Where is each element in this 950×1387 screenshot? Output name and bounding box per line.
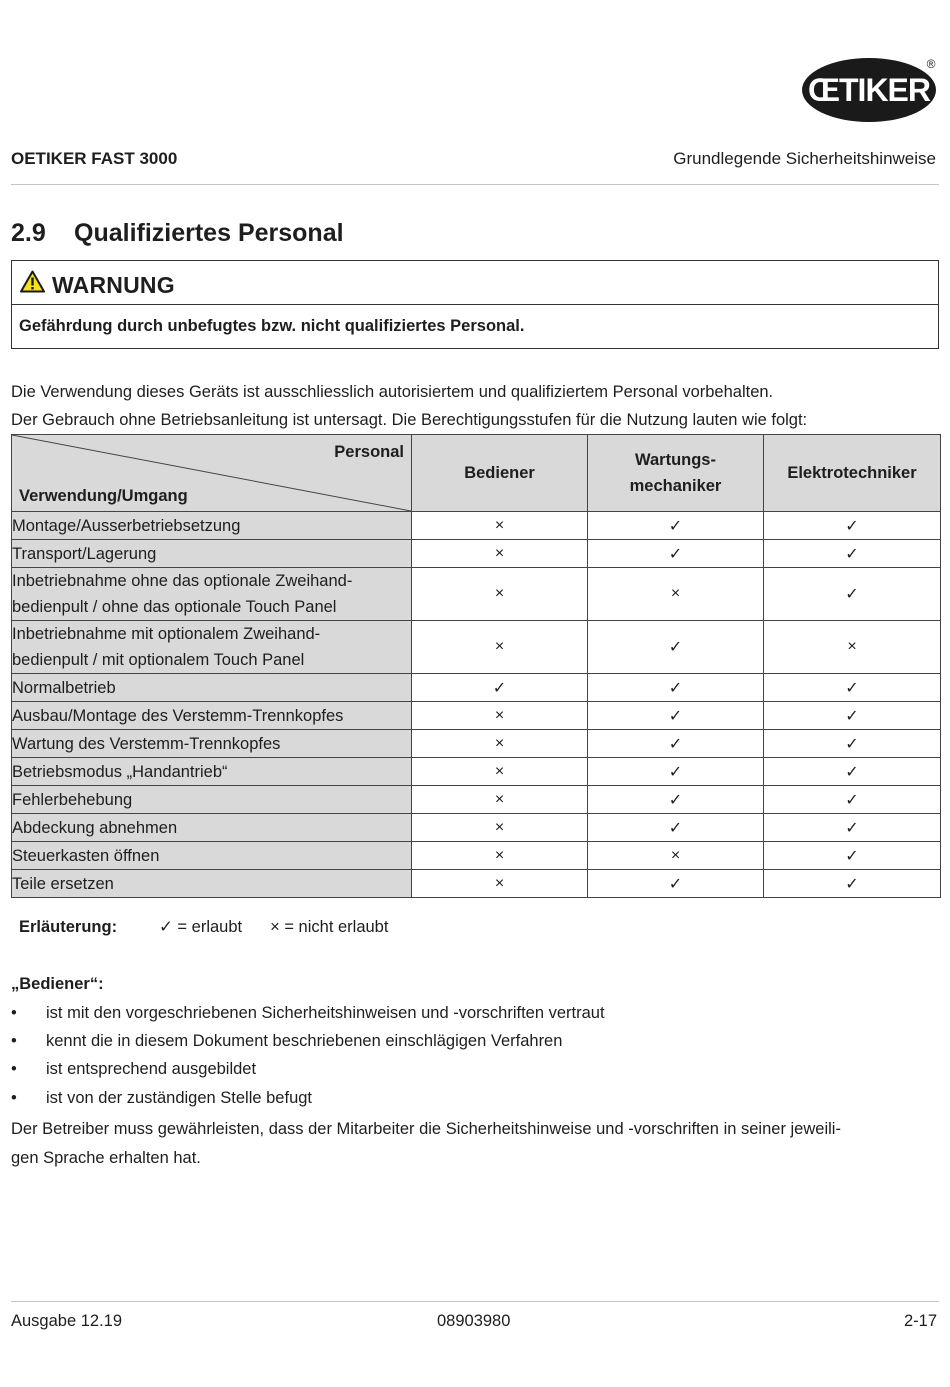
table-row <box>12 621 941 674</box>
header-product: OETIKER FAST 3000 <box>11 149 178 168</box>
allowed-check-mark: ✓ <box>764 730 941 758</box>
bullet-icon: • <box>11 1032 17 1050</box>
not-allowed-cross-mark: × <box>412 814 588 842</box>
row-label-line: Abdeckung abnehmen <box>12 818 178 837</box>
allowed-check-mark: ✓ <box>588 621 764 674</box>
list-item-text: ist entsprechend ausgebildet <box>46 1060 257 1078</box>
allowed-check-mark: ✓ <box>588 870 764 898</box>
permission-table <box>11 434 941 898</box>
col-header-elektrotechniker: Elektrotechniker <box>764 435 941 512</box>
allowed-check-mark: ✓ <box>764 702 941 730</box>
table-row <box>12 512 941 540</box>
row-label <box>12 842 412 870</box>
corner-label-usage: Verwendung/Umgang <box>19 487 188 505</box>
table-row <box>12 814 941 842</box>
row-label <box>12 814 412 842</box>
allowed-check-mark: ✓ <box>588 702 764 730</box>
not-allowed-cross-mark: × <box>412 702 588 730</box>
list-item <box>11 1004 605 1023</box>
not-allowed-cross-mark: × <box>412 621 588 674</box>
intro-line-2: Der Gebrauch ohne Betriebsanleitung ist untersagt. Die Berechtigungsstufen für die Nutzung lauten wie folgt: <box>11 411 808 429</box>
allowed-check-mark: ✓ <box>764 814 941 842</box>
row-label <box>12 540 412 568</box>
warning-title: WARNUNG <box>52 272 175 298</box>
row-label <box>12 512 412 540</box>
allowed-check-mark: ✓ <box>588 814 764 842</box>
legend-allowed-text: = erlaubt <box>177 918 243 936</box>
row-label-line: Normalbetrieb <box>12 678 116 697</box>
intro-line-1: Die Verwendung dieses Geräts ist ausschliesslich autorisiertem und qualifiziertem Personal vorbehalten. <box>11 383 774 401</box>
legend-denied-text: = nicht erlaubt <box>284 918 389 936</box>
table-row <box>12 842 941 870</box>
footer-rule <box>11 1301 939 1302</box>
not-allowed-cross-mark: × <box>412 786 588 814</box>
allowed-check-mark: ✓ <box>764 758 941 786</box>
allowed-check-mark: ✓ <box>588 730 764 758</box>
table-row <box>12 870 941 898</box>
allowed-check-mark: ✓ <box>588 786 764 814</box>
allowed-check-mark: ✓ <box>764 568 941 621</box>
permission-table-body <box>12 512 941 898</box>
list-item <box>11 1032 562 1051</box>
allowed-check-mark: ✓ <box>412 674 588 702</box>
not-allowed-cross-mark: × <box>588 568 764 621</box>
not-allowed-cross-mark: × <box>412 512 588 540</box>
bullet-icon: • <box>11 1089 17 1107</box>
operator-note-line-2: gen Sprache erhalten hat. <box>11 1149 201 1167</box>
table-row <box>12 758 941 786</box>
oetiker-logo <box>801 54 941 124</box>
legend-allowed-symbol: ✓ <box>159 918 173 936</box>
warning-text: Gefährdung durch unbefugtes bzw. nicht qualifiziertes Personal. <box>19 317 525 335</box>
operator-note-line-1: Der Betreiber muss gewährleisten, dass der Mitarbeiter die Sicherheitshinweise und -vorschriften in seiner jeweili- <box>11 1120 841 1138</box>
row-label <box>12 702 412 730</box>
table-header-row <box>12 435 941 512</box>
table-row <box>12 730 941 758</box>
oetiker-logo-mark <box>801 54 941 124</box>
allowed-check-mark: ✓ <box>764 540 941 568</box>
not-allowed-cross-mark: × <box>764 621 941 674</box>
warning-box <box>11 260 939 349</box>
registered-mark: ® <box>926 57 936 71</box>
logo-text: ŒTIKER <box>808 72 930 108</box>
table-row <box>12 674 941 702</box>
corner-label-personal: Personal <box>334 443 404 461</box>
allowed-check-mark: ✓ <box>588 512 764 540</box>
allowed-check-mark: ✓ <box>764 786 941 814</box>
allowed-check-mark: ✓ <box>764 870 941 898</box>
allowed-check-mark: ✓ <box>588 758 764 786</box>
row-label <box>12 674 412 702</box>
header-chapter: Grundlegende Sicherheitshinweise <box>673 149 936 168</box>
row-label-line: Betriebsmodus „Handantrieb“ <box>12 762 228 781</box>
row-label-line: Fehlerbehebung <box>12 790 133 809</box>
row-label <box>12 758 412 786</box>
section-number: 2.9 <box>11 219 46 247</box>
allowed-check-mark: ✓ <box>764 674 941 702</box>
row-label-line: Ausbau/Montage des Verstemm-Trennkopfes <box>12 706 344 725</box>
not-allowed-cross-mark: × <box>412 870 588 898</box>
col-header-bediener: Bediener <box>412 435 588 512</box>
table-row <box>12 568 941 621</box>
row-label-line: Wartung des Verstemm-Trennkopfes <box>12 734 281 753</box>
legend-label: Erläuterung: <box>19 918 118 936</box>
table-row <box>12 540 941 568</box>
row-label-line: Teile ersetzen <box>12 874 114 893</box>
list-item-text: ist mit den vorgeschriebenen Sicherheitshinweisen und -vorschriften vertraut <box>46 1004 605 1022</box>
list-item <box>11 1060 256 1079</box>
row-label <box>12 621 412 674</box>
bediener-title: „Bediener“: <box>11 975 104 993</box>
not-allowed-cross-mark: × <box>412 758 588 786</box>
col-header-wartungsmechaniker <box>588 435 764 512</box>
list-item <box>11 1089 312 1108</box>
row-label <box>12 730 412 758</box>
row-label <box>12 870 412 898</box>
not-allowed-cross-mark: × <box>412 730 588 758</box>
header-rule <box>11 184 939 185</box>
list-item-text: ist von der zuständigen Stelle befugt <box>46 1089 313 1107</box>
allowed-check-mark: ✓ <box>588 674 764 702</box>
legend <box>19 917 388 937</box>
table-corner-cell <box>12 435 412 512</box>
not-allowed-cross-mark: × <box>412 568 588 621</box>
warning-header <box>12 261 938 305</box>
allowed-check-mark: ✓ <box>764 512 941 540</box>
footer-edition: Ausgabe 12.19 <box>11 1312 123 1330</box>
section-heading <box>11 219 344 248</box>
col-header-line: mechaniker <box>629 477 722 495</box>
col-header-line: Wartungs- <box>635 451 716 469</box>
row-label-line: bedienpult / mit optionalem Touch Panel <box>12 651 305 669</box>
bullet-icon: • <box>11 1004 17 1022</box>
row-label-line: bedienpult / ohne das optionale Touch Panel <box>12 598 337 616</box>
row-label <box>12 786 412 814</box>
footer-doc-number: 08903980 <box>437 1312 511 1330</box>
table-row <box>12 786 941 814</box>
row-label-line: Steuerkasten öffnen <box>12 846 160 865</box>
footer-page-number: 2-17 <box>903 1312 937 1330</box>
row-label-line: Montage/Ausserbetriebsetzung <box>12 516 241 535</box>
section-title: Qualifiziertes Personal <box>74 219 344 247</box>
row-label-line: Inbetriebnahme mit optionalem Zweihand- <box>12 625 321 643</box>
row-label <box>12 568 412 621</box>
bullet-icon: • <box>11 1060 17 1078</box>
not-allowed-cross-mark: × <box>412 540 588 568</box>
not-allowed-cross-mark: × <box>588 842 764 870</box>
row-label-line: Inbetriebnahme ohne das optionale Zweihand- <box>12 572 353 590</box>
allowed-check-mark: ✓ <box>764 842 941 870</box>
allowed-check-mark: ✓ <box>588 540 764 568</box>
warning-triangle-icon <box>20 270 45 293</box>
list-item-text: kennt die in diesem Dokument beschriebenen einschlägigen Verfahren <box>46 1032 563 1050</box>
table-row <box>12 702 941 730</box>
row-label-line: Transport/Lagerung <box>12 544 157 563</box>
legend-denied-symbol: × <box>270 918 280 936</box>
not-allowed-cross-mark: × <box>412 842 588 870</box>
